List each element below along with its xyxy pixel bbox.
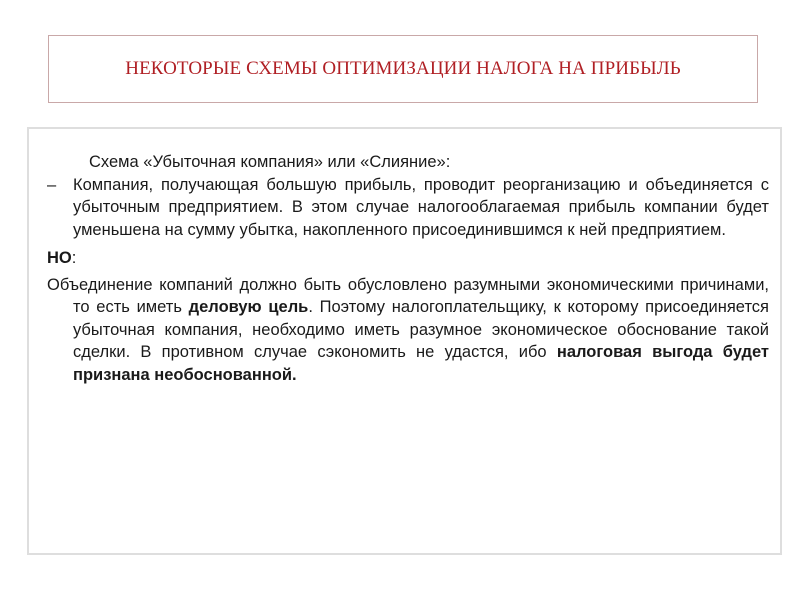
paragraph-merger-part1: Объединение компаний должно быть обусловлено разумными экономическими причинами, то есть иметь: [47, 275, 769, 316]
paragraph-company-text: Компания, получающая большую прибыль, проводит реорганизацию и объединяется с убыточным предприятием. В этом случае налогооблагаемая прибыль компании будет уменьшена на сумму убытка, накопленного присоединившимся к ней предприятием.: [73, 175, 769, 239]
dash-marker: –: [47, 175, 57, 194]
slide-title: НЕКОТОРЫЕ СХЕМЫ ОПТИМИЗАЦИИ НАЛОГА НА ПРИБЫЛЬ: [125, 58, 681, 79]
but-colon: :: [71, 249, 77, 267]
paragraph-company: [47, 174, 769, 242]
business-purpose-term: деловую цель: [188, 298, 309, 316]
text-block: [47, 151, 769, 386]
but-label-line: [47, 247, 769, 270]
unjustified-benefit-term: налоговая выгода будет признана необоснованной.: [73, 343, 769, 384]
but-label: НО: [47, 249, 72, 267]
scheme-heading: Схема «Убыточная компания» или «Слияние»:: [89, 153, 451, 171]
title-box: [48, 35, 758, 103]
content-box: [27, 127, 782, 555]
paragraph-merger-part2: . Поэтому налогоплательщику, к которому присоединяется убыточная компания, необходимо иметь разумное экономическое обоснование такой сделки. В противном случае сэкономить не удастся, ибо: [73, 298, 769, 361]
paragraph-merger: [47, 274, 769, 387]
